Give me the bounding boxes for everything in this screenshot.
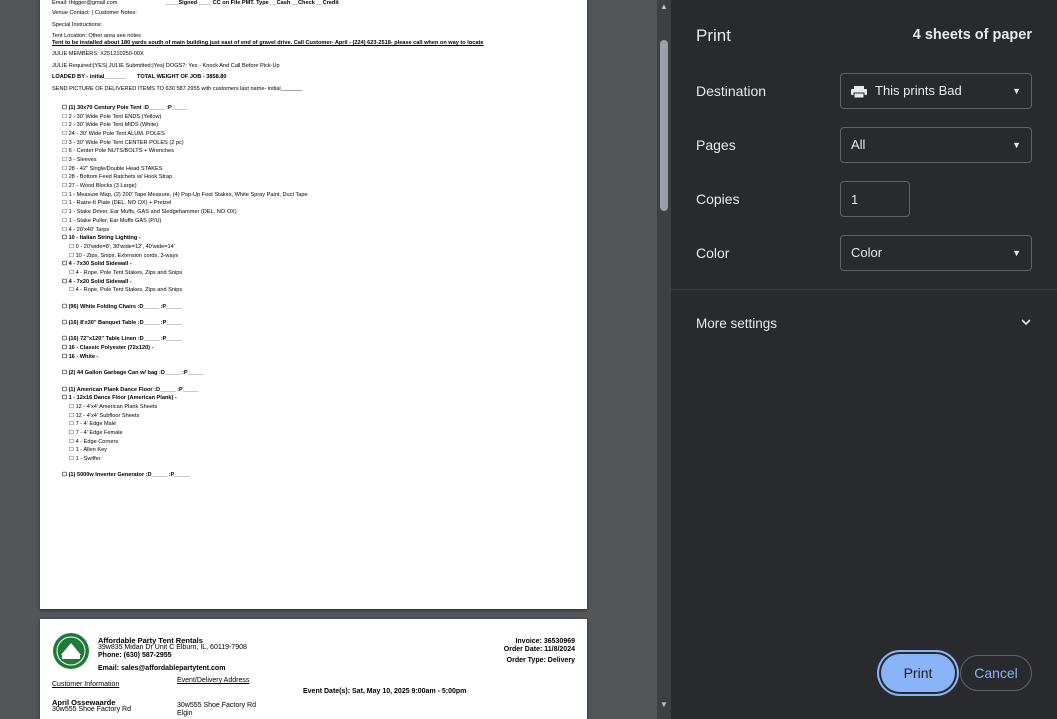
order-item: ☐ 1 - Raize-It Plate (DEL. NO OX) + Pretzel <box>62 200 172 207</box>
order-item: ☐ 1 - Allen Key <box>69 447 107 454</box>
panel-title: Print <box>696 26 731 45</box>
company-phone: Phone: (630) 587-2955 <box>98 652 172 659</box>
order-item: ☐ 4 - Edge Corners <box>69 438 119 445</box>
more-settings-label: More settings <box>696 316 778 331</box>
order-type: Order Type: Delivery <box>506 657 575 664</box>
pages-select[interactable] <box>840 127 1032 163</box>
order-item: ☐ (2) 44 Gallon Garbage Can w/ bag :D_____ :P_____ <box>62 370 204 377</box>
color-select[interactable] <box>840 235 1032 271</box>
copies-label: Copies <box>696 191 740 207</box>
order-item: ☐ (96) White Folding Chairs :D_____ :P_____ <box>62 303 182 310</box>
sheet-count: 4 sheets of paper <box>912 27 1032 43</box>
chevron-down-icon <box>1020 316 1032 328</box>
order-item: ☐ 1 - Swiffer <box>69 455 101 462</box>
order-item: ☐ 2 - 30' Wide Pole Tent ENDS (Yellow) <box>62 113 162 120</box>
order-item: ☐ 3 - 30' Wide Pole Tent CENTER POLES (2 pc) <box>62 139 184 146</box>
company-address: 39w835 Midan Dr Unit C Elburn, IL, 60119-7908 <box>98 644 247 651</box>
destination-select[interactable] <box>840 73 1032 109</box>
order-item: ☐ 1 - 12x16 Dance Floor (American Plank) - <box>62 395 177 402</box>
delivery-address: 30w555 Shoe Factory Rd <box>177 702 256 709</box>
tent-note: Tent to be installed about 180 yards south of main building just east of end of gravel drive. Call Customer- April - (224) 623-2518- please call when on way to locate <box>52 40 484 46</box>
order-item: ☐ (16) 72"x120" Table Linen :D_____ :P_____ <box>62 336 182 343</box>
copies-input[interactable] <box>840 181 910 217</box>
printer-icon <box>851 86 867 98</box>
order-item: ☐ 3 - Sleeves <box>62 157 97 164</box>
order-item: ☐ 6 - Center Pole NUTS/BOLTS + Wrenches <box>62 148 174 155</box>
invoice-number: Invoice: 36530969 <box>515 638 575 645</box>
order-item: ☐ 1 - Measure Map, (2) 200' Tape Measure, (4) Pop-Up Foot Stakes, White Spray Paint, Duct Tape <box>62 191 308 198</box>
event-dates: Event Date(s): Sat, May 10, 2025 9:00am - 5:00pm <box>303 688 467 695</box>
order-item: ☐ 10 - Italian String Lighting - <box>62 235 141 242</box>
venue-contact: Venue Contact: | Customer Notes: <box>52 10 137 16</box>
preview-page-1 <box>40 0 587 609</box>
customer-info-label: Customer Information <box>52 681 120 688</box>
order-item: ☐ 10 - Zips, Snips, Extension cords, 3-ways <box>69 252 179 259</box>
print-settings-panel <box>671 0 1057 719</box>
order-item: ☐ 4 - Rope, Pole Tent Stakes, Zips and Snips <box>69 287 183 294</box>
order-item: ☐ 16 - White - <box>62 353 99 360</box>
send-picture: SEND PICTURE OF DELIVERED ITEMS TO 630 587 2955 with customers last name- initial_______ <box>52 86 303 92</box>
pages-value: All <box>851 137 866 152</box>
order-item: ☐ 0 - 20'wide=8', 30'wide=12', 40'wide=14' <box>69 243 175 250</box>
order-item: ☐ (1) 30x70 Century Pole Tent :D_____ :P_____ <box>62 105 188 111</box>
pages-label: Pages <box>696 137 736 153</box>
total-weight: TOTAL WEIGHT OF JOB - 3858.80 <box>137 74 227 80</box>
order-item: ☐ 1 - Stake Driver, Ear Muffs, GAS and Sledgehammer (DEL. NO OX) <box>62 209 237 216</box>
order-item: ☐ 28 - Bottom Feed Ratchets w/ Hook Strap <box>62 174 173 181</box>
order-item: ☐ 4 - 7x30 Solid Sidewall - <box>62 261 132 268</box>
chevron-down-icon: ▼ <box>1012 248 1021 258</box>
company-name: Affordable Party Tent Rentals <box>98 636 203 645</box>
order-item: ☐ 7 - 4' Edge Female <box>69 429 123 436</box>
order-item: ☐ 4 - 7x20 Solid Sidewall - <box>62 278 132 285</box>
julie-required: JULIE Required:|YES| JULIE Submitted:|Yes| DOGS?: Yes - Knock And Call Before Pick-Up <box>52 63 280 69</box>
order-item: ☐ 28 - 42" Single/Double Head STAKES <box>62 165 163 172</box>
customer-name: April Ossewaarde <box>52 698 116 707</box>
scroll-up-arrow-icon[interactable]: ▲ <box>660 2 668 11</box>
destination-label: Destination <box>696 83 767 99</box>
order-item: ☐ 1 - Stake Puller, Ear Muffs GAS (P/U) <box>62 217 162 224</box>
order-item: ☐ 27 - Wood Blocks (3 Large) <box>62 183 137 190</box>
order-item: ☐ (1) American Plank Dance Floor :D_____ :P_____ <box>62 386 199 393</box>
order-item: ☐ 4 - Rope, Pole Tent Stakes, Zips and Snips <box>69 269 183 276</box>
company-logo <box>52 632 90 670</box>
order-item: ☐ 16 - Classic Polyester (72x120) - <box>62 345 154 352</box>
order-item: ☐ 2 - 30' Wide Pole Tent MIDS (White) <box>62 122 159 129</box>
color-label: Color <box>696 245 730 261</box>
email-line: Email: thigger@gmail.com <box>52 0 118 6</box>
order-item: ☐ (1) 5000w Inverter Generator :D_____ :P_____ <box>62 472 190 479</box>
scrollbar-thumb[interactable] <box>660 40 668 211</box>
chevron-down-icon: ▼ <box>1012 140 1021 150</box>
order-item: ☐ 12 - 4'x4' American Plank Sheets <box>69 403 158 410</box>
tent-location: Tent Location: Other area see notes <box>52 33 141 39</box>
cancel-button[interactable]: Cancel <box>960 655 1032 691</box>
event-delivery-label: Event/Delivery Address <box>177 677 250 684</box>
more-settings-toggle[interactable] <box>696 316 1032 336</box>
scroll-down-arrow-icon[interactable]: ▼ <box>660 700 668 709</box>
special-instructions: Special Instructions: <box>52 22 103 28</box>
order-date: Order Date: 11/8/2024 <box>503 646 575 653</box>
order-item: ☐ 24 - 30' Wide Pole Tent ALUM. POLES <box>62 131 165 138</box>
order-item: ☐ 4 - 20'x40' Tarps <box>62 226 110 233</box>
delivery-city: Elgin <box>177 710 193 717</box>
order-item: ☐ (16) 8'x30" Banquet Table :D_____ :P_____ <box>62 320 182 327</box>
color-value: Color <box>851 245 883 260</box>
payment-line: ____Signed ____ CC on File PMT. Type __Cash __Check __Credit <box>166 0 339 6</box>
destination-value: This prints Bad <box>875 83 962 98</box>
order-item: ☐ 12 - 4'x4' Subfloor Sheets <box>69 412 140 419</box>
julie-members: JULIE MEMBERS: X251210250-00X <box>52 51 144 57</box>
panel-divider <box>671 289 1057 290</box>
customer-address: 30w555 Shoe Factory Rd <box>52 706 131 713</box>
preview-scrollbar[interactable] <box>657 0 671 719</box>
loaded-by: LOADED BY - initial_______ <box>52 74 127 80</box>
preview-page-2 <box>40 619 587 719</box>
company-email: Email: sales@affordablepartytent.com <box>98 665 226 672</box>
chevron-down-icon: ▼ <box>1012 86 1021 96</box>
order-item: ☐ 7 - 4' Edge Male <box>69 421 117 428</box>
print-button[interactable]: Print <box>881 654 955 692</box>
